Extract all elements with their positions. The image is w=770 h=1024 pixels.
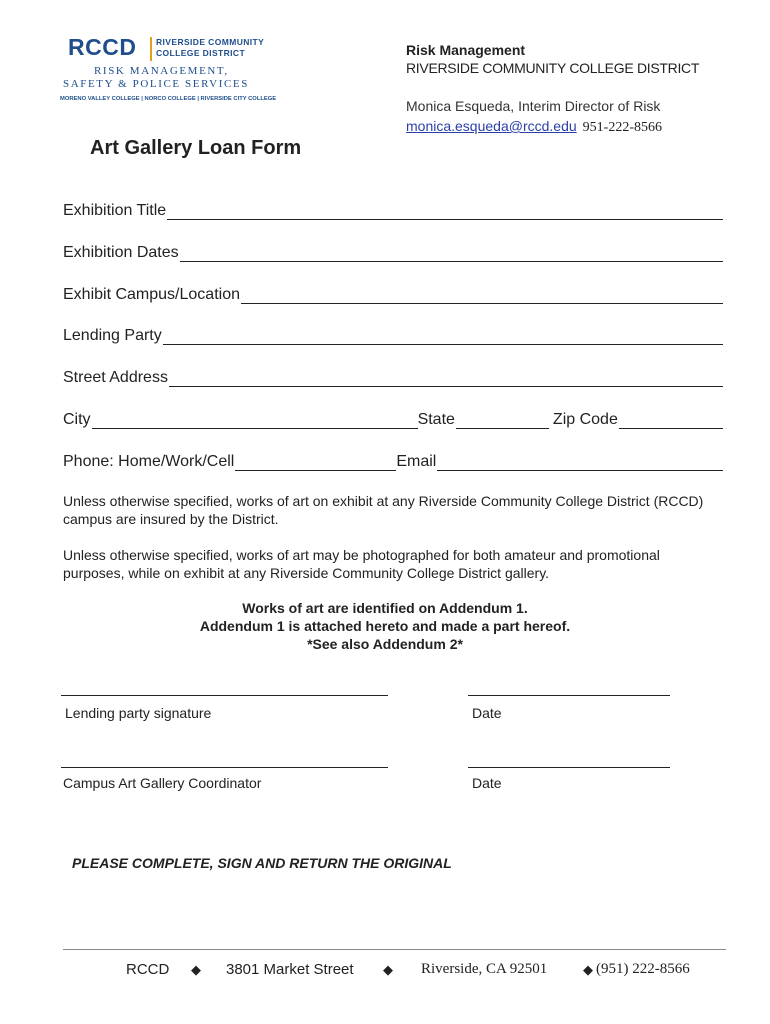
date2-label: Date xyxy=(472,775,502,791)
city-label: City xyxy=(63,411,91,428)
lending-party-input[interactable] xyxy=(163,326,723,345)
lending-signature-line[interactable] xyxy=(61,695,388,696)
coordinator-signature-line[interactable] xyxy=(61,767,388,768)
state-label: State xyxy=(417,411,455,428)
exhibition-title-input[interactable] xyxy=(167,201,723,220)
city-input[interactable] xyxy=(92,410,418,429)
footer-city: Riverside, CA 92501 xyxy=(421,961,548,977)
header-contact-name: Monica Esqueda, Interim Director of Risk xyxy=(406,98,661,114)
logo-abbr: RCCD xyxy=(68,34,137,60)
footer-phone: (951) 222-8566 xyxy=(596,961,690,977)
street-address-field xyxy=(63,365,723,387)
street-address-label: Street Address xyxy=(63,369,168,386)
zip-input[interactable] xyxy=(619,410,723,429)
email-link[interactable]: monica.esqueda@rccd.edu xyxy=(406,118,577,134)
exhibition-title-field xyxy=(63,198,723,220)
closing-instruction: PLEASE COMPLETE, SIGN AND RETURN THE ORIGINAL xyxy=(72,855,452,871)
exhibition-title-label: Exhibition Title xyxy=(63,202,167,219)
logo-dept-line2: SAFETY & POLICE SERVICES xyxy=(63,78,249,90)
date1-label: Date xyxy=(472,705,502,721)
phone-email-row xyxy=(63,449,723,471)
exhibition-dates-label: Exhibition Dates xyxy=(63,244,179,261)
phone-input[interactable] xyxy=(235,452,396,471)
logo-colleges: MORENO VALLEY COLLEGE | NORCO COLLEGE | RIVERSIDE CITY COLLEGE xyxy=(60,96,277,102)
exhibit-campus-input[interactable] xyxy=(241,285,723,304)
exhibit-campus-label: Exhibit Campus/Location xyxy=(63,286,240,303)
header-title: Risk Management xyxy=(406,42,526,58)
exhibition-dates-field xyxy=(63,240,723,262)
exhibit-campus-field xyxy=(63,282,723,304)
logo-dept-line1: RISK MANAGEMENT, xyxy=(94,65,229,77)
zip-label: Zip Code xyxy=(552,411,618,428)
lending-party-field xyxy=(63,323,723,345)
header-contact xyxy=(406,118,662,136)
header-phone: 951-222-8566 xyxy=(582,120,662,135)
diamond-icon: ◆ xyxy=(383,962,393,977)
form-title: Art Gallery Loan Form xyxy=(90,137,302,159)
addendum-line2: Addendum 1 is attached hereto and made a part hereof. xyxy=(199,618,571,634)
logo-district-line1: RIVERSIDE COMMUNITY xyxy=(156,37,265,47)
photography-paragraph: Unless otherwise specified, works of art may be photographed for both amateur and promotional purposes, while on exhibit at any Riverside Community College District gallery. xyxy=(63,547,660,581)
email-input[interactable] xyxy=(437,452,723,471)
diamond-icon: ◆ xyxy=(191,962,201,977)
phone-label: Phone: Home/Work/Cell xyxy=(63,453,235,470)
header-district: RIVERSIDE COMMUNITY COLLEGE DISTRICT xyxy=(406,60,700,76)
addendum-line3: *See also Addendum 2* xyxy=(307,636,463,652)
coordinator-signature-label: Campus Art Gallery Coordinator xyxy=(63,775,262,791)
street-address-input[interactable] xyxy=(169,368,723,387)
footer-street: 3801 Market Street xyxy=(226,961,354,978)
lending-signature-label: Lending party signature xyxy=(65,705,212,721)
exhibition-dates-input[interactable] xyxy=(180,243,723,262)
date2-line[interactable] xyxy=(468,767,670,768)
logo-district-line2: COLLEGE DISTRICT xyxy=(156,48,246,58)
state-input[interactable] xyxy=(456,410,549,429)
logo-divider xyxy=(150,37,152,61)
addendum-line1: Works of art are identified on Addendum 1. xyxy=(242,600,528,616)
date1-line[interactable] xyxy=(468,695,670,696)
lending-party-label: Lending Party xyxy=(63,327,162,344)
email-label: Email xyxy=(396,453,437,470)
diamond-icon: ◆ xyxy=(583,962,593,977)
footer-divider xyxy=(63,949,726,950)
rccd-logo xyxy=(60,34,275,106)
footer-org: RCCD xyxy=(126,961,170,978)
city-state-zip-row xyxy=(63,407,723,429)
logo-district xyxy=(156,37,264,59)
insurance-paragraph: Unless otherwise specified, works of art on exhibit at any Riverside Community College District (RCCD) campus are insured by the District. xyxy=(63,493,704,527)
